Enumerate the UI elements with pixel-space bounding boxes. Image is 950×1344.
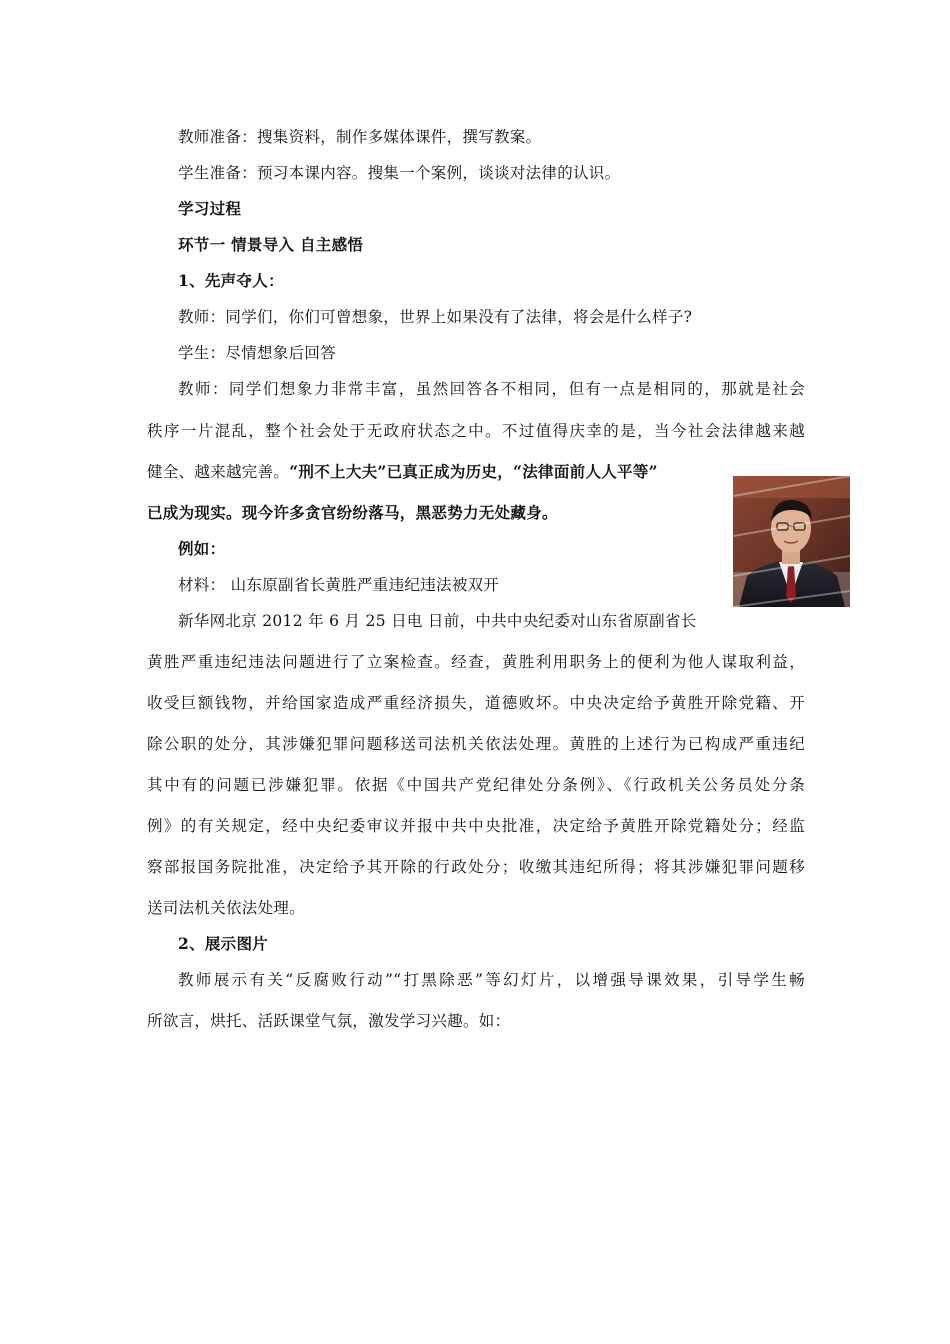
official-portrait-photo	[733, 476, 850, 607]
teacher-question: 教师：同学们，你们可曾想象，世界上如果没有了法律，将会是什么样子?	[178, 308, 693, 326]
stage-title: 环节一 情景导入 自主感悟	[178, 235, 364, 254]
teacher-paragraph-line-4: 已成为现实。现今许多贪官纷纷落马，黑恶势力无处藏身。	[147, 503, 558, 522]
news-line-7: 察部报国务院批准，决定给予其开除的行政处分；收缴其违纪所得；将其涉嫌犯罪问题移	[147, 858, 805, 876]
step2-paragraph-line-1: 教师展示有关“反腐败行动”“打黑除恶”等幻灯片，以增强导课效果，引导学生畅	[178, 971, 805, 989]
teacher-paragraph-bold-text: “刑不上大夫”已真正成为历史，“法律面前人人平等”	[289, 462, 658, 481]
teacher-paragraph-line-1: 教师：同学们想象力非常丰富，虽然回答各不相同，但有一点是相同的，那就是社会	[178, 380, 805, 398]
section-title: 学习过程	[178, 199, 242, 218]
news-line-6: 例》的有关规定，经中央纪委审议并报中共中央批准，决定给予黄胜开除党籍处分；经监	[147, 817, 805, 835]
news-line-1: 新华网北京 2012 年 6 月 25 日电 日前，中共中央纪委对山东省原副省长	[178, 612, 697, 630]
teacher-preparation: 教师准备：搜集资料，制作多媒体课件，撰写教案。	[178, 128, 542, 146]
example-label: 例如：	[178, 539, 226, 558]
teacher-paragraph-line-2: 秩序一片混乱，整个社会处于无政府状态之中。不过值得庆幸的是，当今社会法律越来越	[147, 422, 805, 440]
news-line-2: 黄胜严重违纪违法问题进行了立案检查。经查，黄胜利用职务上的便利为他人谋取利益，	[147, 653, 805, 671]
step2-paragraph-line-2: 所欲言，烘托、活跃课堂气氛，激发学习兴趣。如：	[147, 1012, 511, 1030]
news-line-8: 送司法机关依法处理。	[147, 899, 306, 917]
news-line-5: 其中有的问题已涉嫌犯罪。依据《中国共产党纪律处分条例》、《行政机关公务员处分条	[147, 776, 805, 794]
teacher-paragraph-normal-text: 健全、越来越完善。	[147, 463, 290, 481]
news-line-3: 收受巨额钱物，并给国家造成严重经济损失，道德败坏。中央决定给予黄胜开除党籍、开	[147, 694, 805, 712]
portrait-illustration	[733, 476, 850, 607]
material-title: 材料： 山东原副省长黄胜严重违纪违法被双开	[178, 576, 500, 594]
student-preparation: 学生准备：预习本课内容。搜集一个案例，谈谈对法律的认识。	[178, 164, 621, 182]
teacher-paragraph-line-3	[147, 462, 658, 482]
news-line-4: 除公职的处分，其涉嫌犯罪问题移送司法机关依法处理。黄胜的上述行为已构成严重违纪	[147, 735, 805, 753]
step2-heading: 2、展示图片	[178, 934, 269, 953]
step1-heading: 1、先声夺人：	[178, 271, 284, 290]
student-answer: 学生：尽情想象后回答	[178, 344, 337, 362]
